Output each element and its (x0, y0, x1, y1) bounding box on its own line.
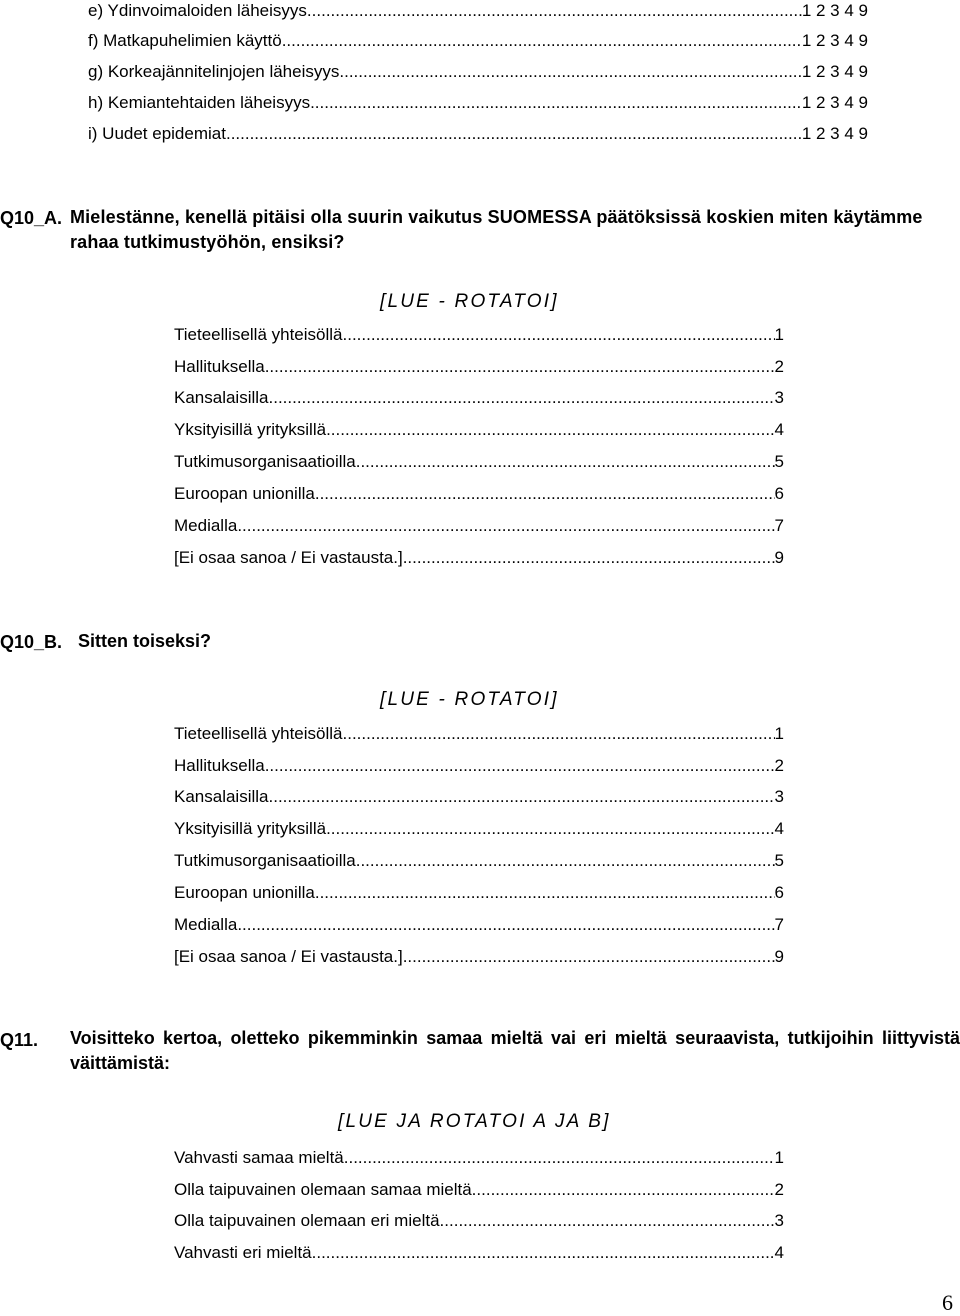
list-item: Yksityisillä yrityksillä ..... 4 (174, 419, 784, 441)
question-id: Q11. (0, 1030, 39, 1050)
page-number: 6 (942, 1290, 953, 1315)
list-item: Olla taipuvainen olemaan eri mieltä ..... 3 (174, 1210, 784, 1232)
list-item: Hallituksella ..... 2 (174, 755, 784, 777)
list-item: Vahvasti eri mieltä ..... 4 (174, 1242, 784, 1264)
list-item: Kansalaisilla ..... 3 (174, 786, 784, 808)
list-item: Medialla ..... 7 (174, 914, 784, 936)
instruction-label: [LUE JA ROTATOI A JA B] (338, 1111, 611, 1132)
list-item: Tutkimusorganisaatioilla ..... 5 (174, 451, 784, 473)
list-item: Olla taipuvainen olemaan samaa mieltä ..... 2 (174, 1179, 784, 1201)
list-item: i) Uudet epidemiat ..... 1 2 3 4 9 (88, 123, 868, 145)
list-item: Yksityisillä yrityksillä ..... 4 (174, 818, 784, 840)
list-item: h) Kemiantehtaiden läheisyys ..... 1 2 3 4 9 (88, 92, 868, 114)
list-item: Tieteellisellä yhteisöllä ..... 1 (174, 723, 784, 745)
list-item: Tutkimusorganisaatioilla ..... 5 (174, 850, 784, 872)
instruction-label: [LUE - ROTATOI] (380, 689, 559, 710)
question-id: Q10_A. (0, 208, 63, 228)
list-item: Tieteellisellä yhteisöllä ..... 1 (174, 324, 784, 346)
list-item: [Ei osaa sanoa / Ei vastausta.] ..... 9 (174, 547, 784, 569)
question-text: Sitten toiseksi? (78, 631, 212, 651)
list-item: Medialla ..... 7 (174, 515, 784, 537)
list-item: Euroopan unionilla ..... 6 (174, 483, 784, 505)
question-text: Mielestänne, kenellä pitäisi olla suurin vaikutus SUOMESSA päätöksissä koskien miten käytämme rahaa tutkimustyöhön, ensiksi? (70, 207, 923, 252)
list-item: Euroopan unionilla ..... 6 (174, 882, 784, 904)
list-item: f) Matkapuhelimien käyttö ..... 1 2 3 4 9 (88, 30, 868, 52)
list-item: [Ei osaa sanoa / Ei vastausta.] ..... 9 (174, 946, 784, 968)
list-item: g) Korkeajännitelinjojen läheisyys ..... 1 2 3 4 9 (88, 61, 868, 83)
list-item: Hallituksella ..... 2 (174, 356, 784, 378)
question-text: Voisitteko kertoa, oletteko pikemminkin samaa mieltä vai eri mieltä seuraavista, tutkijoihin liittyvistä väittämistä: (70, 1028, 960, 1073)
question-id: Q10_B. (0, 632, 63, 652)
instruction-label: [LUE - ROTATOI] (380, 291, 559, 312)
list-item: e) Ydinvoimaloiden läheisyys ..... 1 2 3 4 9 (88, 0, 868, 22)
list-item: Kansalaisilla ..... 3 (174, 387, 784, 409)
list-item: Vahvasti samaa mieltä ..... 1 (174, 1147, 784, 1169)
